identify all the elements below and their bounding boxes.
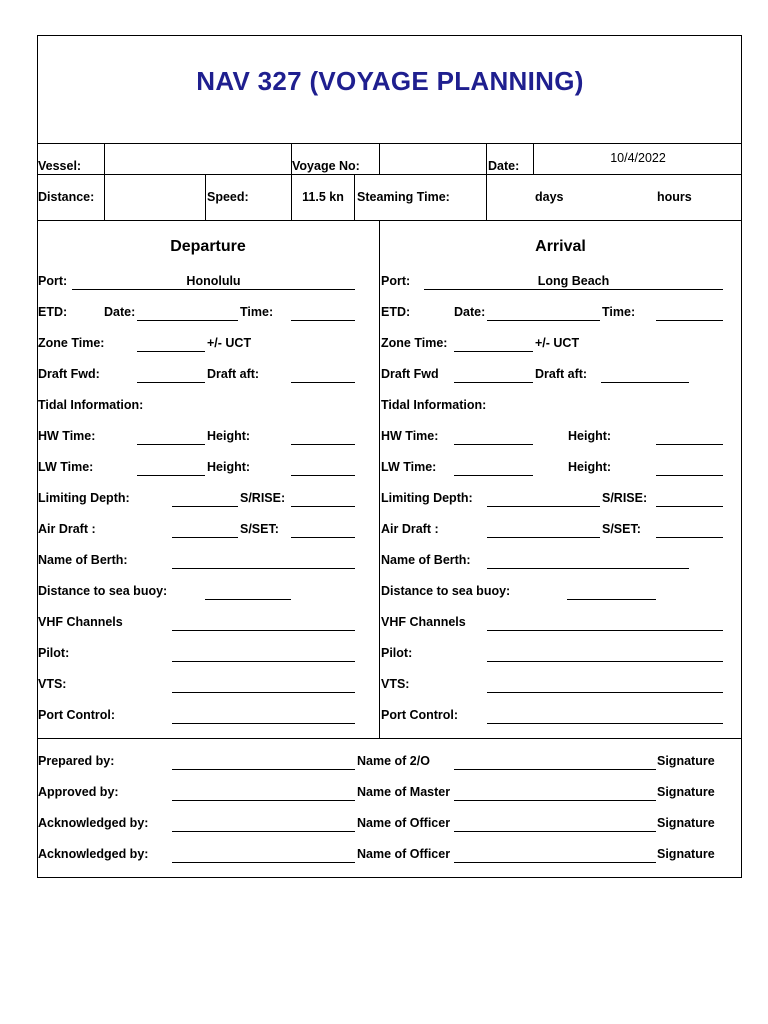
dep-vts-field[interactable] [172,692,355,693]
arr-lw-label: LW Time: [381,460,437,474]
arr-vhf-field[interactable] [487,630,723,631]
arr-srise-field[interactable] [656,506,723,507]
header-bottom-divider [37,220,742,221]
dep-buoy-label: Distance to sea buoy: [38,584,168,598]
dep-limiting-label: Limiting Depth: [38,491,130,505]
signoff-role-label: Acknowledged by: [38,847,149,861]
dep-srise-field[interactable] [291,506,355,507]
dep-hw-field[interactable] [137,444,205,445]
arr-hw-height-label: Height: [568,429,612,443]
header-col-4 [354,174,355,220]
arr-sset-label: S/SET: [602,522,641,536]
signoff-name-label: Name of Officer [357,816,451,830]
signoff-name-field[interactable] [454,800,656,801]
dep-srise-label: S/RISE: [240,491,286,505]
signoff-name-field[interactable] [454,769,656,770]
arr-hw-height-field[interactable] [656,444,723,445]
arr-etd-date-field[interactable] [487,320,600,321]
dep-zone-field[interactable] [137,351,205,352]
dep-etd-date-label: Date: [104,305,136,319]
dep-port-label: Port: [38,274,68,288]
dep-vhf-field[interactable] [172,630,355,631]
dep-etd-time-field[interactable] [291,320,355,321]
dep-port-underline [72,289,355,290]
steaming-time-label: Steaming Time: [357,190,450,204]
signoff-role-label: Acknowledged by: [38,816,149,830]
signoff-name-label: Name of Officer [357,847,451,861]
dep-limiting-field[interactable] [172,506,238,507]
arr-port-control-field[interactable] [487,723,723,724]
header-col-2 [205,174,206,220]
arr-etd-time-label: Time: [602,305,636,319]
arr-draft-fwd-label: Draft Fwd [381,367,439,381]
dep-air-label: Air Draft : [38,522,96,536]
dep-vhf-label: VHF Channels [38,615,123,629]
form-title: NAV 327 (VOYAGE PLANNING) [196,66,584,96]
dep-port-value[interactable]: Honolulu [186,274,241,288]
signoff-divider [37,738,742,739]
arr-srise-label: S/RISE: [602,491,648,505]
speed-label: Speed: [207,190,249,204]
days-label: days [535,190,564,204]
dep-tidal-label: Tidal Information: [38,398,144,412]
signoff-signature-label: Signature [657,816,715,830]
departure-heading: Departure [170,238,246,255]
arr-port-control-label: Port Control: [381,708,459,722]
arr-port-label: Port: [381,274,411,288]
signoff-name-label: Name of Master [357,785,451,799]
arr-buoy-field[interactable] [567,599,656,600]
arr-berth-field[interactable] [487,568,689,569]
dep-draft-fwd-label: Draft Fwd: [38,367,100,381]
arr-berth-label: Name of Berth: [381,553,471,567]
hours-label: hours [657,190,692,204]
dep-pilot-field[interactable] [172,661,355,662]
dep-hw-label: HW Time: [38,429,96,443]
arr-lw-height-label: Height: [568,460,612,474]
signoff-name-label: Name of 2/O [357,754,430,768]
signoff-signature-label: Signature [657,785,715,799]
dep-pilot-label: Pilot: [38,646,70,660]
arr-lw-field[interactable] [454,475,533,476]
arr-lw-height-field[interactable] [656,475,723,476]
signoff-role-field[interactable] [172,831,355,832]
signoff-role-field[interactable] [172,862,355,863]
voyage-no-field[interactable] [380,144,485,174]
arr-buoy-label: Distance to sea buoy: [381,584,511,598]
arr-etd-time-field[interactable] [656,320,723,321]
dep-lw-label: LW Time: [38,460,94,474]
dep-etd-time-label: Time: [240,305,274,319]
header-col-6 [486,143,487,220]
signoff-role-label: Prepared by: [38,754,115,768]
dep-port-control-field[interactable] [172,723,355,724]
signoff-role-field[interactable] [172,769,355,770]
dep-etd-date-field[interactable] [137,320,238,321]
arr-vhf-label: VHF Channels [381,615,466,629]
vessel-field[interactable] [105,144,290,174]
dep-uct-label: +/- UCT [207,336,252,350]
dep-etd-label: ETD: [38,305,68,319]
arr-draft-aft-field[interactable] [601,382,689,383]
arr-pilot-field[interactable] [487,661,723,662]
signoff-name-field[interactable] [454,831,656,832]
arr-tidal-label: Tidal Information: [381,398,487,412]
dep-air-field[interactable] [172,537,238,538]
distance-field[interactable] [105,175,204,220]
arr-port-underline [424,289,723,290]
dep-berth-label: Name of Berth: [38,553,128,567]
dep-sset-field[interactable] [291,537,355,538]
arr-hw-label: HW Time: [381,429,439,443]
dep-buoy-field[interactable] [205,599,291,600]
dep-lw-height-field[interactable] [291,475,355,476]
distance-label: Distance: [38,190,95,204]
dep-berth-field[interactable] [172,568,355,569]
dep-port-control-label: Port Control: [38,708,116,722]
dep-lw-height-label: Height: [207,460,251,474]
date-label: Date: [488,159,520,173]
arr-vts-field[interactable] [487,692,723,693]
arr-zone-label: Zone Time: [381,336,448,350]
arr-limiting-field[interactable] [487,506,600,507]
departure-arrival-divider [379,220,380,738]
date-value[interactable]: 10/4/2022 [610,151,666,165]
speed-value[interactable]: 11.5 kn [302,190,344,204]
dep-draft-fwd-field[interactable] [137,382,205,383]
arr-zone-field[interactable] [454,351,533,352]
arr-air-field[interactable] [487,537,600,538]
arr-draft-fwd-field[interactable] [454,382,533,383]
dep-lw-field[interactable] [137,475,205,476]
dep-vts-label: VTS: [38,677,67,691]
arr-draft-aft-label: Draft aft: [535,367,588,381]
dep-draft-aft-field[interactable] [291,382,355,383]
arr-hw-field[interactable] [454,444,533,445]
signoff-role-field[interactable] [172,800,355,801]
signoff-signature-label: Signature [657,754,715,768]
vessel-label: Vessel: [38,159,82,173]
arrival-heading: Arrival [535,238,586,255]
arr-pilot-label: Pilot: [381,646,413,660]
arr-etd-label: ETD: [381,305,411,319]
arr-etd-date-label: Date: [454,305,486,319]
dep-zone-label: Zone Time: [38,336,105,350]
header-col-3 [291,143,292,220]
dep-sset-label: S/SET: [240,522,279,536]
arr-sset-field[interactable] [656,537,723,538]
signoff-signature-label: Signature [657,847,715,861]
signoff-name-field[interactable] [454,862,656,863]
arr-vts-label: VTS: [381,677,410,691]
dep-draft-aft-label: Draft aft: [207,367,260,381]
voyage-no-label: Voyage No: [292,159,360,173]
arr-uct-label: +/- UCT [535,336,580,350]
arr-port-value[interactable]: Long Beach [537,274,610,288]
arr-limiting-label: Limiting Depth: [381,491,473,505]
dep-hw-height-field[interactable] [291,444,355,445]
dep-hw-height-label: Height: [207,429,251,443]
signoff-role-label: Approved by: [38,785,119,799]
arr-air-label: Air Draft : [381,522,439,536]
